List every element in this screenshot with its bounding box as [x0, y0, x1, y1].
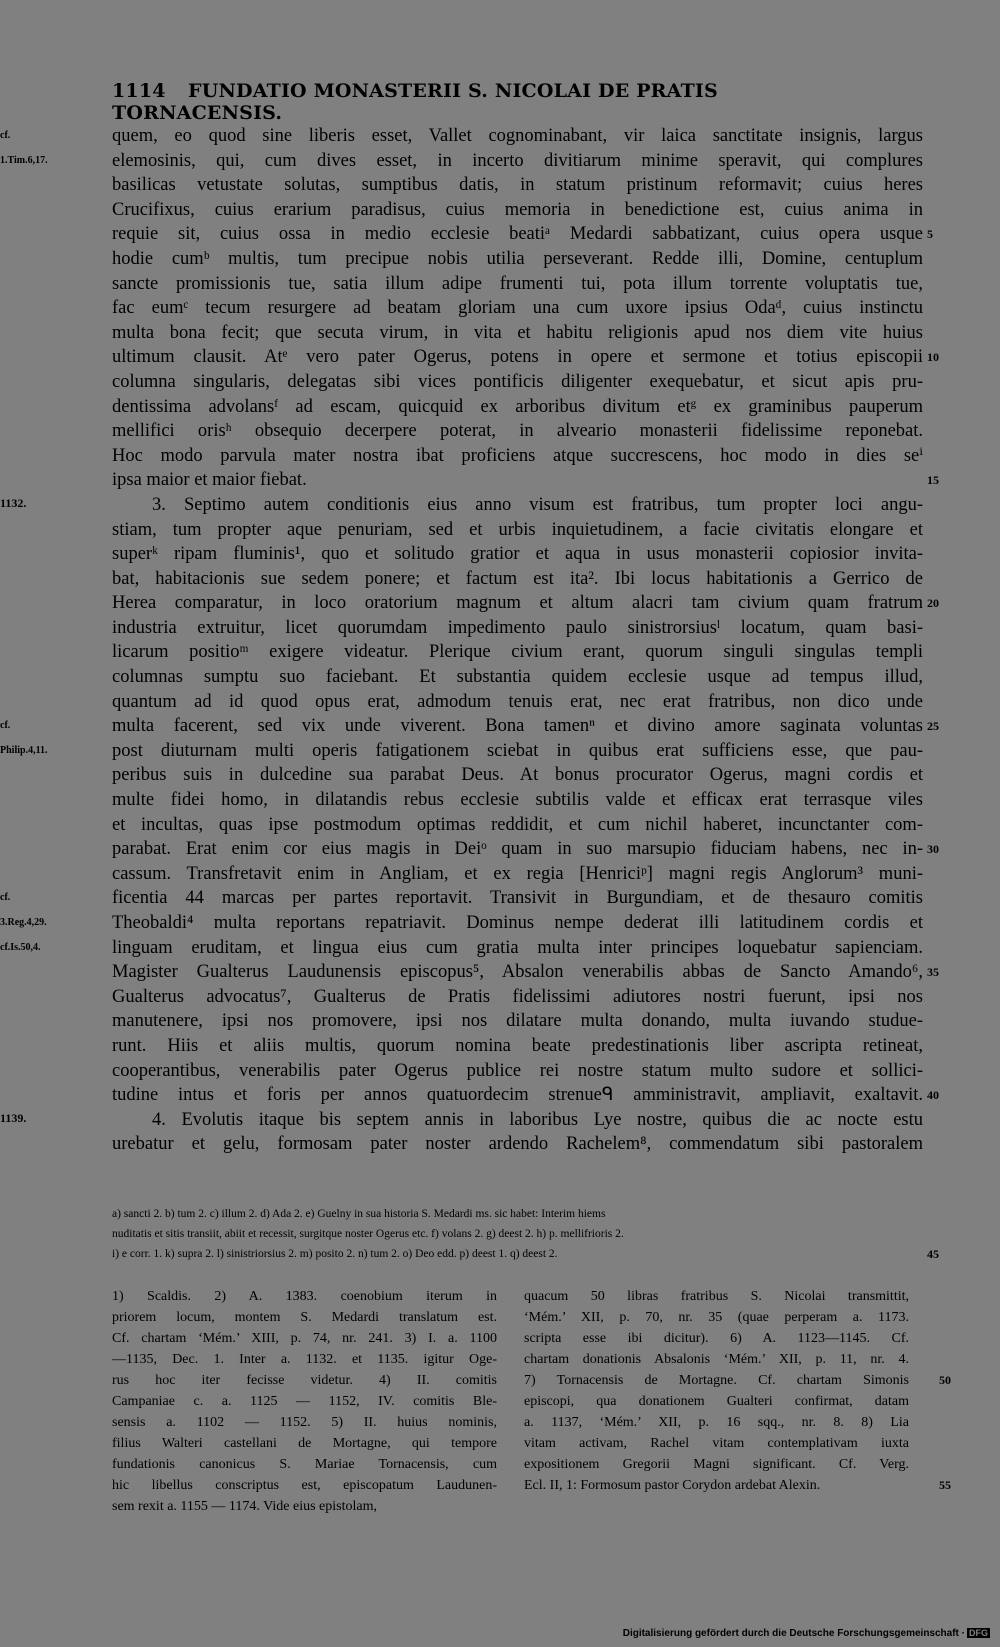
line-text: parabat. Erat enim cor eius magis in Deiᵒ quam in suo marsupio fiduciam habens, nec in- [112, 839, 923, 860]
line-text: basilicas vetustate solutas, sumptibus datis, in statum pristinum reformavit; cuius heres [112, 175, 923, 196]
line-text: mellifici orisʰ obsequio decerpere poterat, in alveario monasterii fidelissime reponebat. [112, 421, 923, 442]
line-text: ficentia 44 marcas per partes reportavit. Transivit in Burgundiam, et de thesauro comitis [112, 888, 923, 909]
variant-note-text: a) sancti 2. b) tum 2. c) illum 2. d) Ada 2. e) Guelny in sua historia S. Medardi ms. sic habet: Interim hiems [112, 1208, 606, 1220]
footnotes-left-column [112, 1286, 497, 1517]
text-line [112, 198, 923, 223]
line-text: Hoc modo parvula mater nostra ibat proficiens atque succrescens, hoc modo in dies seⁱ [112, 445, 923, 466]
line-number: 15 [927, 473, 939, 488]
main-text [0, 124, 939, 1157]
margin-year: 1132. [0, 495, 27, 510]
footnote-line [524, 1307, 909, 1328]
line-text: fac eumᶜ tecum resurgere ad beatam gloriam una cum uxore ipsius Odaᵈ, cuius instinctu [112, 298, 923, 319]
text-line [112, 763, 923, 788]
footnote-line [112, 1496, 497, 1517]
line-number: 55 [939, 1478, 951, 1492]
footnote-line [112, 1328, 497, 1349]
text-line [112, 837, 939, 862]
text-line [112, 222, 933, 247]
footnote-text: quacum 50 libras fratribus S. Nicolai transmittit, [524, 1289, 909, 1304]
line-text: Herea comparatur, in loco oratorium magnum et altum alacri tam civium quam fratrum [112, 593, 923, 614]
line-text: columna singularis, delegatas sibi vices pontificis diligenter exequebatur, et sicut apis pru- [112, 371, 923, 392]
text-line [112, 345, 939, 370]
line-text: multa bona fecit; que secuta virum, in vita et habitu religionis apud nos diem vite huius [112, 322, 923, 343]
line-text: multe fidei homo, in dilatandis rebus ecclesie subtilis valde et efficax erat terrasque viles [112, 790, 923, 811]
margin-reference: cf. [0, 892, 11, 904]
text-line [0, 1108, 923, 1133]
line-text: urebatur et gelu, formosam pater noster ardendo Rachelem⁸, commendatum sibi pastoralem [112, 1134, 923, 1155]
text-line [112, 1059, 923, 1084]
variant-note-text: i) e corr. 1. k) supra 2. l) sinistriorsius 2. m) posito 2. n) tum 2. o) Deo edd. p) deest 1. q) deest 2. [112, 1248, 558, 1260]
line-number: 30 [927, 842, 939, 857]
margin-reference: Philip.4,11. [0, 744, 48, 756]
footnote-line [112, 1370, 497, 1391]
line-text: 4. Evolutis itaque bis septem annis in laboribus Lye nostre, quibus die ac nocte estu [152, 1109, 923, 1130]
page-header [112, 80, 892, 124]
line-text: manutenere, ipsi nos promovere, ipsi nos dilatare multa donando, multa iuvando studue- [112, 1011, 923, 1032]
footnote-text: hic libellus conscriptus est, episcopatum Laudunen- [112, 1478, 497, 1493]
footnote-line [524, 1412, 909, 1433]
text-line [112, 518, 923, 543]
line-text: quem, eo quod sine liberis esset, Vallet cognominabant, vir laica sanctitate insignis, largus [112, 126, 923, 146]
text-line [112, 419, 923, 444]
line-text: runt. Hiis et aliis multis, quorum nomina beate predestinationis liber ascripta retineat, [112, 1035, 923, 1056]
line-number: 35 [927, 965, 939, 980]
page-number: 1114 [112, 80, 166, 102]
text-line [112, 542, 923, 567]
text-line [112, 1083, 939, 1108]
line-text: bat, habitacionis sue sedem ponere; et factum est ita². Ibi locus habitationis a Gerrico de [112, 568, 923, 589]
footnote-line [112, 1412, 497, 1433]
footnote-text: filius Walteri castellani de Mortagne, qui tempore [112, 1436, 497, 1451]
footnote-text: sem rexit a. 1155 — 1174. Vide eius epistolam, [112, 1499, 377, 1514]
line-text: tudine intus et foris per annos quatuordecim strenueᑫ amministravit, ampliavit, exaltavit. [112, 1085, 923, 1106]
text-line [0, 493, 923, 518]
footnote-text: fundationis canonicus S. Mariae Tornacensis, cum [112, 1457, 497, 1472]
footnote-text: a. 1137, ‘Mém.’ XII, p. 16 sqq., nr. 8. 8) Lia [524, 1415, 909, 1430]
footnote-line [524, 1370, 951, 1391]
line-text: post diuturnam multi operis fatigationem sciebat in quibus erat sufficiens esse, que pau- [112, 740, 923, 761]
variant-note-line [112, 1204, 923, 1224]
line-text: et incultas, quas ipse postmodum optimas reddidit, et cum nichil haberet, incunctanter com- [112, 814, 923, 835]
footnote-text: expositionem Gregorii Magni significant. Cf. Verg. [524, 1457, 909, 1472]
line-text: linguam eruditam, et lingua eius cum gratia multa inter principes loquebatur sapienciam. [112, 937, 923, 958]
text-line [0, 936, 923, 961]
text-line [112, 321, 923, 346]
running-title: FUNDATIO MONASTERII S. NICOLAI DE PRATIS TORNACENSIS. [112, 80, 718, 124]
text-line [112, 370, 923, 395]
footnote-line [524, 1391, 909, 1412]
text-line [112, 690, 923, 715]
line-text: superᵏ ripam fluminis¹, quo et solitudo gratior et aqua in usus monasterii copiosior invita- [112, 544, 923, 565]
line-text: ultimum clausit. Atᵉ vero pater Ogerus, potens in opere et sermone et totius episcopii [112, 347, 923, 368]
variant-note-line [112, 1244, 939, 1264]
footnote-text: Campaniae c. a. 1125 — 1152, IV. comitis Ble- [112, 1394, 497, 1409]
line-text: dentissima advolansᶠ ad escam, quicquid ex arboribus divitum etᵍ ex graminibus pauperum [112, 396, 923, 417]
text-line [0, 124, 923, 149]
line-text: Magister Gualterus Laudunensis episcopus⁵, Absalon venerabilis abbas de Sancto Amando⁶, [112, 962, 923, 983]
line-text: quantum ad id quod opus erat, admodum tenuis erat, nec erat fratribus, non dico unde [112, 691, 923, 712]
line-number: 20 [927, 596, 939, 611]
footnote-text: rus hoc iter fecisse videtur. 4) II. comitis [112, 1373, 497, 1388]
text-line [112, 788, 923, 813]
footnote-line [112, 1286, 497, 1307]
text-line [112, 173, 923, 198]
footnote-line [112, 1433, 497, 1454]
line-text: Theobaldi⁴ multa reportans repatriavit. Dominus nempe dederat illi latitudinem cordis et [112, 913, 923, 933]
footnote-text: episcopi, qua donationem Gualteri confirmat, datam [524, 1394, 909, 1409]
footnote-line [524, 1286, 909, 1307]
text-line [112, 468, 939, 493]
line-text: requie sit, cuius ossa in medio ecclesie beatiᵃ Medardi sabbatizant, cuius opera usque [112, 224, 923, 245]
line-text: hodie cumᵇ multis, tum precipue nobis utilia perseverant. Redde illi, Domine, centuplum [112, 248, 923, 269]
text-line [0, 739, 923, 764]
line-text: cassum. Transfretavit enim in Angliam, et ex regia [Henriciᵖ] magni regis Anglorum³ muni- [112, 863, 923, 884]
footnote-text: —1135, Dec. 1. Inter a. 1132. et 1135. igitur Oge- [112, 1352, 497, 1367]
line-text: stiam, tum propter aque penuriam, sed et urbis inquietudinem, a facie civitatis elongare et [112, 519, 923, 540]
text-line [0, 149, 923, 174]
footnote-text: Cf. chartam ‘Mém.’ XIII, p. 74, nr. 241. 3) I. a. 1100 [112, 1331, 497, 1346]
credit-text: Digitalisierung gefördert durch die Deutsche Forschungsgemeinschaft · [622, 1628, 965, 1639]
footnote-line [112, 1349, 497, 1370]
line-text: 3. Septimo autem conditionis eius anno visum est fratribus, tum propter loci angu- [152, 494, 923, 515]
footnote-line [112, 1391, 497, 1412]
footnote-line [112, 1475, 497, 1496]
margin-year: 1139. [0, 1110, 27, 1125]
text-line [0, 886, 923, 911]
text-line [112, 444, 923, 469]
footnotes-right-column [524, 1286, 951, 1496]
footnote-text: priorem locum, montem S. Medardi translatum est. [112, 1310, 497, 1325]
variant-note-text: nuditatis et sitis transiit, abiit et recessit, surgitque noster Ogerus etc. f) volans 2. g) deest 2. h) p. mellifrioris 2. [112, 1228, 624, 1240]
dfg-logo: DFG [969, 1628, 988, 1638]
line-number: 50 [939, 1373, 951, 1387]
text-line [112, 985, 923, 1010]
footnote-line [112, 1454, 497, 1475]
footnote-text: 7) Tornacensis de Mortagne. Cf. chartam Simonis [524, 1373, 909, 1388]
margin-reference: cf.Is.50,4. [0, 941, 41, 953]
text-line [112, 395, 923, 420]
footnote-text: 1) Scaldis. 2) A. 1383. coenobium iterum in [112, 1289, 497, 1304]
line-number: 40 [927, 1088, 939, 1103]
footnote-text: Ecl. II, 1: Formosum pastor Corydon ardebat Alexin. [524, 1478, 821, 1493]
line-number: 45 [927, 1247, 939, 1261]
footnote-line [112, 1307, 497, 1328]
text-line [0, 714, 939, 739]
line-text: sancte promissionis tue, satia illum adipe frumenti tui, pota illum torrente voluptatis tue, [112, 273, 923, 294]
text-line [112, 1034, 923, 1059]
text-line [112, 567, 923, 592]
margin-reference: cf. [0, 720, 11, 732]
footnote-line [524, 1433, 909, 1454]
line-text: cooperantibus, venerabilis pater Ogerus publice rei nostre statum multo sudore et sollici- [112, 1060, 923, 1081]
variant-notes [112, 1204, 939, 1264]
footnote-line [524, 1349, 909, 1370]
footnote-text: scripta esse ibi dicitur). 6) A. 1123—1145. Cf. [524, 1331, 909, 1346]
margin-reference: cf. [0, 130, 11, 141]
text-line [112, 813, 923, 838]
variant-note-line [112, 1224, 923, 1244]
footnote-text: chartam donationis Absalonis ‘Mém.’ XII, p. 11, nr. 4. [524, 1352, 909, 1367]
line-text: Crucifixus, cuius erarium paradisus, cuius memoria in benedictione est, cuius anima in [112, 199, 923, 220]
line-text: peribus suis in dulcedine sua parabat Deus. At bonus procurator Ogerus, magni cordis et [112, 765, 923, 786]
text-line [112, 1132, 923, 1157]
footnote-line [524, 1328, 909, 1349]
dfg-credit [623, 1628, 990, 1639]
margin-reference: 1.Tim.6,17. [0, 154, 48, 166]
line-text: licarum positioᵐ exigere videatur. Plerique civium erant, quorum singuli singulas templi [112, 642, 923, 663]
text-line [112, 960, 939, 985]
margin-reference: 3.Reg.4,29. [0, 917, 47, 928]
text-line [112, 296, 923, 321]
text-line [112, 640, 923, 665]
text-line [112, 591, 939, 616]
line-text: ipsa maior et maior fiebat. [112, 470, 307, 491]
line-text: elemosinis, qui, cum dives esset, in incerto divitiarum minime speravit, qui complures [112, 150, 923, 171]
text-line [112, 665, 923, 690]
footnote-text: ‘Mém.’ XII, p. 70, nr. 35 (quae perperam a. 1173. [524, 1310, 909, 1325]
footnote-line [524, 1454, 909, 1475]
text-line [112, 247, 923, 272]
footnote-text: vitam activam, Rachel vitam contemplativam iuxta [524, 1436, 909, 1451]
footnote-line [524, 1475, 951, 1496]
line-text: multa facerent, sed vix unde viverent. Bona tamenⁿ et divino amore saginata voluntas [112, 716, 923, 737]
line-number: 5 [927, 227, 933, 242]
text-line [112, 862, 923, 887]
footnote-text: sensis a. 1102 — 1152. 5) II. huius nominis, [112, 1415, 497, 1430]
line-text: industria extruitur, licet quorumdam impedimento paulo sinistrorsiusˡ locatum, quam basi- [112, 617, 923, 638]
line-number: 25 [927, 719, 939, 734]
line-text: columnas sumptu suo faciebant. Et substantia quidem ecclesie usque ad tempus illud, [112, 667, 923, 688]
text-line [0, 911, 923, 936]
text-line [112, 616, 923, 641]
line-number: 10 [927, 350, 939, 365]
text-line [112, 1009, 923, 1034]
line-text: Gualterus advocatus⁷, Gualterus de Pratis fidelissimi adiutores nostri fuerunt, ipsi nos [112, 986, 923, 1007]
text-line [112, 272, 923, 297]
